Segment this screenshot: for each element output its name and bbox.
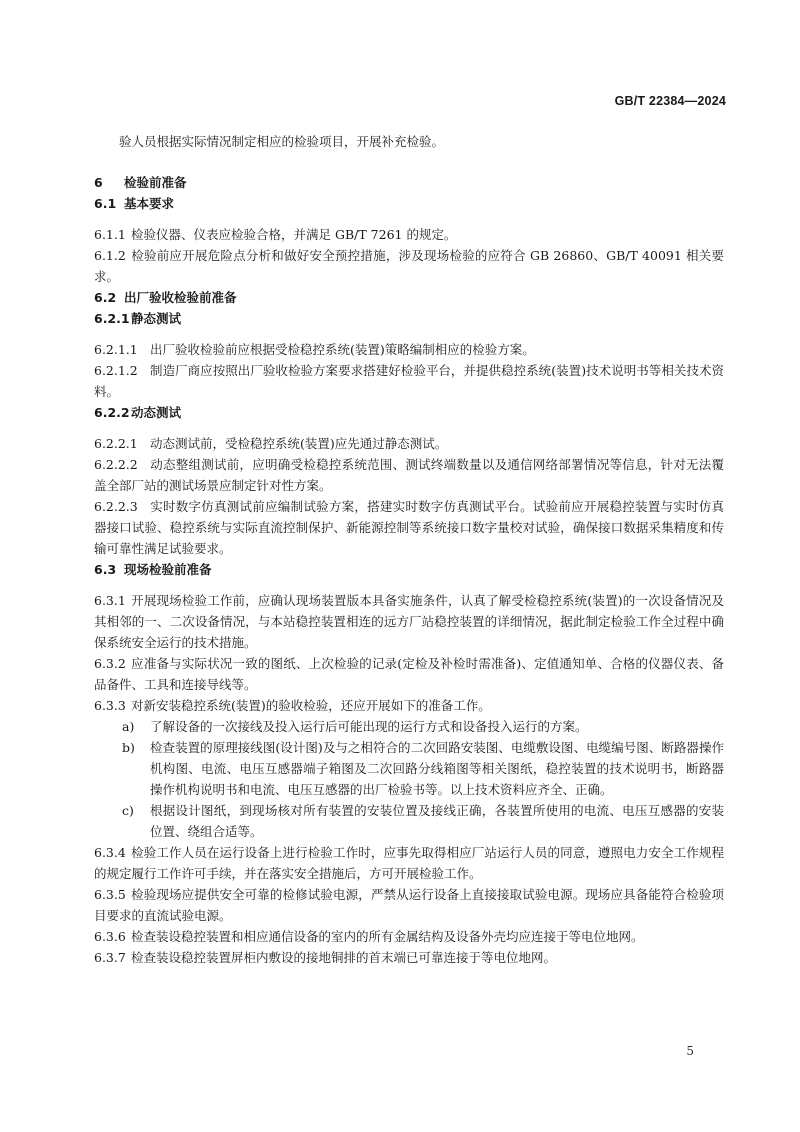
- clause-6-2-2-1: [94, 433, 724, 454]
- clause-6-3-3: [94, 695, 724, 716]
- clause-number: 6.2.2.2: [94, 457, 138, 472]
- list-label: c): [122, 803, 134, 818]
- clause-text: 实时数字仿真测试前应编制试验方案，搭建实时数字仿真测试平台。试验前应开展稳控装置与实时仿真器接口试验、稳控系统与实际直流控制保护、新能源控制等系统接口数字量校对试验，确保接口数据采集精度和传输可靠性满足试验要求。: [94, 499, 724, 556]
- clause-number: 6.3.3: [94, 698, 126, 713]
- section-number: 6.2.2: [94, 405, 130, 420]
- clause-text: 检查装设稳控装置和相应通信设备的室内的所有金属结构及设备外壳均应连接于等电位地网。: [131, 929, 644, 944]
- clause-text: 检验工作人员在运行设备上进行检验工作时，应事先取得相应厂站运行人员的同意，遵照电力安全工作规程的规定履行工作许可手续，并在落实安全措施后，方可开展检验工作。: [94, 845, 724, 881]
- clause-6-3-4: [94, 842, 724, 884]
- list-item-a: [94, 716, 724, 737]
- clause-text: 检查装设稳控装置屏柜内敷设的接地铜排的首末端已可靠连接于等电位地网。: [131, 950, 557, 965]
- section-number: 6.2: [94, 290, 117, 305]
- clause-6-2-2-3: [94, 496, 724, 559]
- clause-text: 制造厂商应按照出厂验收检验方案要求搭建好检验平台，并提供稳控系统(装置)技术说明书等相关技术资料。: [94, 363, 724, 399]
- list-text: 根据设计图纸，到现场核对所有装置的安装位置及接线正确，各装置所使用的电流、电压互感器的安装位置、绕组合适等。: [150, 803, 724, 839]
- section-title: 动态测试: [131, 405, 182, 420]
- section-title: 现场检验前准备: [124, 562, 212, 577]
- clause-text: 动态整组测试前，应明确受检稳控系统范围、测试终端数量以及通信网络部署情况等信息，针对无法覆盖全部厂站的测试场景应制定针对性方案。: [94, 457, 724, 493]
- clause-6-1-1: [94, 224, 724, 245]
- list-label: a): [122, 719, 135, 734]
- section-title: 静态测试: [131, 311, 182, 326]
- clause-number: 6.2.2.1: [94, 436, 138, 451]
- clause-text: 开展现场检验工作前，应确认现场装置版本具备实施条件，认真了解受检稳控系统(装置)的一次设备情况及其相邻的一、二次设备情况，与本站稳控装置相连的远方厂站稳控装置的详细情况，据此制定检验工作全过程中确保系统安全运行的技术措施。: [94, 593, 724, 650]
- section-title: 出厂验收检验前准备: [124, 290, 237, 305]
- clause-text: 动态测试前，受检稳控系统(装置)应先通过静态测试。: [150, 436, 448, 451]
- clause-6-3-5: [94, 884, 724, 926]
- clause-number: 6.1.1: [94, 227, 126, 242]
- clause-6-1-2: [94, 245, 724, 287]
- section-title: 检验前准备: [124, 175, 187, 190]
- section-6-3-heading: [94, 559, 724, 580]
- clause-number: 6.1.2: [94, 248, 126, 263]
- clause-text: 应准备与实际状况一致的图纸、上次检验的记录(定检及补检时需准备)、定值通知单、合格的仪器仪表、备品备件、工具和连接导线等。: [94, 656, 724, 692]
- clause-6-2-2-2: [94, 454, 724, 496]
- clause-number: 6.3.4: [94, 845, 126, 860]
- clause-6-3-6: [94, 926, 724, 947]
- clause-text: 检验前应开展危险点分析和做好安全预控措施，涉及现场检验的应符合 GB 26860、GB/T 40091 相关要求。: [94, 248, 724, 284]
- section-6-2-heading: [94, 287, 724, 308]
- clause-number: 6.3.5: [94, 887, 126, 902]
- clause-6-3-1: [94, 590, 724, 653]
- page-number: 5: [686, 1044, 694, 1058]
- section-number: 6.3: [94, 562, 117, 577]
- clause-number: 6.2.1.1: [94, 342, 138, 357]
- list-text: 检查装置的原理接线图(设计图)及与之相符合的二次回路安装图、电缆敷设图、电缆编号图、断路器操作机构图、电流、电压互感器端子箱图及二次回路分线箱图等相关图纸，稳控装置的技术说明书，断路器操作机构说明书和电流、电压互感器的出厂检验书等。以上技术资料应齐全、正确。: [150, 740, 724, 797]
- list-item-b: [94, 737, 724, 800]
- section-6-heading: [94, 172, 724, 193]
- clause-number: 6.3.7: [94, 950, 126, 965]
- clause-6-3-7: [94, 947, 724, 968]
- section-number: 6: [94, 175, 103, 190]
- page-body: [94, 131, 724, 968]
- list-text: 了解设备的一次接线及投入运行后可能出现的运行方式和设备投入运行的方案。: [150, 719, 588, 734]
- clause-6-2-1-2: [94, 360, 724, 402]
- clause-6-2-1-1: [94, 339, 724, 360]
- section-6-2-2-heading: [94, 402, 724, 423]
- list-label: b): [122, 740, 135, 755]
- clause-text: 检验仪器、仪表应检验合格，并满足 GB/T 7261 的规定。: [131, 227, 457, 242]
- clause-text: 检验现场应提供安全可靠的检修试验电源，严禁从运行设备上直接接取试验电源。现场应具备能符合检验项目要求的直流试验电源。: [94, 887, 724, 923]
- section-title: 基本要求: [124, 196, 175, 211]
- continuation-paragraph: 验人员根据实际情况制定相应的检验项目，开展补充检验。: [119, 134, 445, 149]
- clause-number: 6.3.1: [94, 593, 126, 608]
- section-6-1-heading: [94, 193, 724, 214]
- list-item-c: [94, 800, 724, 842]
- section-number: 6.1: [94, 196, 117, 211]
- document-code-header: GB/T 22384—2024: [614, 94, 726, 108]
- clause-number: 6.2.1.2: [94, 363, 138, 378]
- clause-6-3-2: [94, 653, 724, 695]
- section-6-2-1-heading: [94, 308, 724, 329]
- clause-number: 6.2.2.3: [94, 499, 138, 514]
- clause-text: 对新安装稳控系统(装置)的验收检验，还应开展如下的准备工作。: [131, 698, 491, 713]
- clause-text: 出厂验收检验前应根据受检稳控系统(装置)策略编制相应的检验方案。: [150, 342, 535, 357]
- clause-number: 6.3.6: [94, 929, 126, 944]
- clause-number: 6.3.2: [94, 656, 126, 671]
- section-number: 6.2.1: [94, 311, 130, 326]
